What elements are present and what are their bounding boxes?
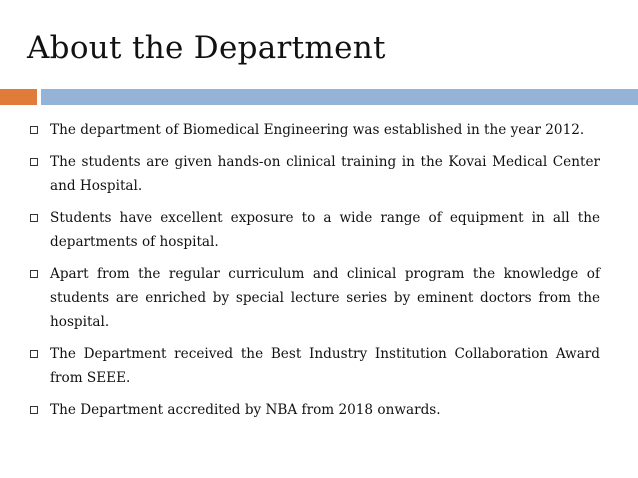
slide-title: About the Department <box>27 30 386 66</box>
bullet-text: The students are given hands-on clinical training in the Kovai Medical Center and Hospital. <box>50 154 600 194</box>
bullet-text: Students have excellent exposure to a wide range of equipment in all the departments of hospital. <box>50 210 600 250</box>
square-bullet-icon <box>30 270 38 278</box>
bullet-text: Apart from the regular curriculum and clinical program the knowledge of students are enriched by special lecture series by eminent doctors from the hospital. <box>50 266 600 330</box>
square-bullet-icon <box>30 214 38 222</box>
bullet-list <box>30 118 600 430</box>
bullet-item <box>30 262 600 334</box>
bullet-item <box>30 342 600 390</box>
square-bullet-icon <box>30 350 38 358</box>
bullet-text: The Department received the Best Industry Institution Collaboration Award from SEEE. <box>50 346 600 386</box>
title-accent-bar <box>0 89 37 105</box>
bullet-text: The department of Biomedical Engineering was established in the year 2012. <box>50 122 585 138</box>
bullet-item <box>30 118 600 142</box>
bullet-text: The Department accredited by NBA from 2018 onwards. <box>50 402 441 418</box>
square-bullet-icon <box>30 158 38 166</box>
bullet-item <box>30 150 600 198</box>
bullet-item <box>30 206 600 254</box>
square-bullet-icon <box>30 126 38 134</box>
title-divider-bar <box>41 89 638 105</box>
bullet-item <box>30 398 600 422</box>
square-bullet-icon <box>30 406 38 414</box>
